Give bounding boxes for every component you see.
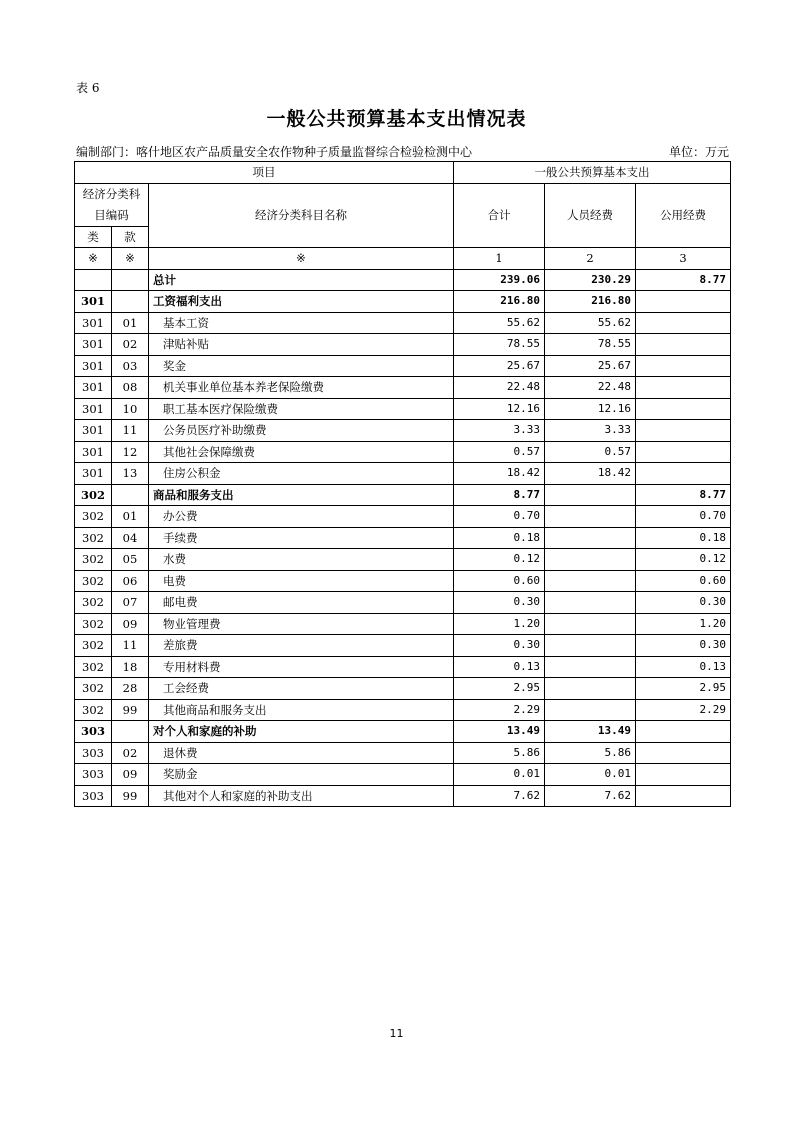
num-public: 3 — [636, 248, 731, 270]
cell-name: 手续费 — [149, 527, 454, 549]
cell-kuan: 18 — [112, 656, 149, 678]
cell-name: 总计 — [149, 269, 454, 291]
cell-public — [636, 721, 731, 743]
cell-total: 55.62 — [454, 312, 545, 334]
cell-public: 8.77 — [636, 269, 731, 291]
cell-lei: 303 — [75, 721, 112, 743]
cell-total: 0.70 — [454, 506, 545, 528]
cell-public — [636, 742, 731, 764]
cell-personnel: 25.67 — [545, 355, 636, 377]
cell-personnel: 22.48 — [545, 377, 636, 399]
cell-personnel: 18.42 — [545, 463, 636, 485]
cell-personnel: 3.33 — [545, 420, 636, 442]
cell-total: 13.49 — [454, 721, 545, 743]
cell-personnel — [545, 484, 636, 506]
table-row — [75, 312, 731, 334]
cell-personnel — [545, 570, 636, 592]
cell-kuan: 10 — [112, 398, 149, 420]
cell-name: 办公费 — [149, 506, 454, 528]
cell-kuan: 11 — [112, 420, 149, 442]
cell-personnel: 7.62 — [545, 785, 636, 807]
cell-name: 公务员医疗补助缴费 — [149, 420, 454, 442]
cell-personnel — [545, 613, 636, 635]
cell-kuan: 99 — [112, 785, 149, 807]
header-row-4 — [75, 248, 731, 270]
cell-public — [636, 377, 731, 399]
cell-total: 0.01 — [454, 764, 545, 786]
cell-kuan — [112, 269, 149, 291]
page-number: 11 — [389, 1027, 404, 1040]
cell-public: 0.12 — [636, 549, 731, 571]
cell-name: 差旅费 — [149, 635, 454, 657]
cell-name: 对个人和家庭的补助 — [149, 721, 454, 743]
cell-lei: 302 — [75, 592, 112, 614]
table-row — [75, 570, 731, 592]
cell-total: 0.30 — [454, 635, 545, 657]
cell-personnel: 0.57 — [545, 441, 636, 463]
cell-total: 12.16 — [454, 398, 545, 420]
cell-personnel: 78.55 — [545, 334, 636, 356]
cell-lei: 302 — [75, 506, 112, 528]
cell-personnel: 5.86 — [545, 742, 636, 764]
cell-kuan: 12 — [112, 441, 149, 463]
cell-personnel — [545, 549, 636, 571]
table-row — [75, 355, 731, 377]
cell-total: 0.30 — [454, 592, 545, 614]
cell-personnel: 12.16 — [545, 398, 636, 420]
cell-name: 专用材料费 — [149, 656, 454, 678]
table-row — [75, 549, 731, 571]
header-code-group: 经济分类科目编码 — [75, 183, 149, 226]
table-row — [75, 721, 731, 743]
cell-total: 8.77 — [454, 484, 545, 506]
cell-lei: 303 — [75, 785, 112, 807]
cell-total: 216.80 — [454, 291, 545, 313]
cell-kuan: 01 — [112, 312, 149, 334]
cell-personnel: 230.29 — [545, 269, 636, 291]
header-public: 公用经费 — [636, 183, 731, 248]
cell-kuan: 02 — [112, 334, 149, 356]
table-row — [75, 742, 731, 764]
cell-kuan — [112, 291, 149, 313]
header-item: 项目 — [75, 162, 454, 184]
cell-personnel: 13.49 — [545, 721, 636, 743]
table-row — [75, 764, 731, 786]
cell-name: 电费 — [149, 570, 454, 592]
table-row — [75, 441, 731, 463]
cell-public — [636, 764, 731, 786]
header-total: 合计 — [454, 183, 545, 248]
header-personnel: 人员经费 — [545, 183, 636, 248]
num-total: 1 — [454, 248, 545, 270]
cell-lei: 303 — [75, 742, 112, 764]
cell-name: 奖金 — [149, 355, 454, 377]
table-row — [75, 699, 731, 721]
cell-public: 8.77 — [636, 484, 731, 506]
cell-lei: 302 — [75, 656, 112, 678]
table-row — [75, 785, 731, 807]
mark-kuan: ※ — [112, 248, 149, 270]
cell-public — [636, 785, 731, 807]
cell-public: 0.70 — [636, 506, 731, 528]
cell-personnel — [545, 635, 636, 657]
cell-public — [636, 420, 731, 442]
cell-public — [636, 463, 731, 485]
cell-lei: 302 — [75, 527, 112, 549]
cell-name: 津贴补贴 — [149, 334, 454, 356]
cell-kuan: 03 — [112, 355, 149, 377]
cell-kuan — [112, 721, 149, 743]
table-row — [75, 506, 731, 528]
cell-total: 3.33 — [454, 420, 545, 442]
cell-personnel: 0.01 — [545, 764, 636, 786]
table-row — [75, 527, 731, 549]
cell-lei: 302 — [75, 570, 112, 592]
table-row — [75, 420, 731, 442]
cell-public — [636, 398, 731, 420]
cell-public — [636, 441, 731, 463]
cell-lei: 301 — [75, 355, 112, 377]
cell-name: 奖励金 — [149, 764, 454, 786]
cell-personnel — [545, 527, 636, 549]
cell-lei: 301 — [75, 312, 112, 334]
cell-kuan: 01 — [112, 506, 149, 528]
cell-name: 住房公积金 — [149, 463, 454, 485]
table-row — [75, 291, 731, 313]
cell-name: 邮电费 — [149, 592, 454, 614]
cell-personnel — [545, 592, 636, 614]
cell-public: 0.13 — [636, 656, 731, 678]
budget-table — [74, 161, 731, 807]
cell-kuan: 13 — [112, 463, 149, 485]
cell-public — [636, 291, 731, 313]
cell-name: 退休费 — [149, 742, 454, 764]
cell-kuan: 05 — [112, 549, 149, 571]
cell-personnel — [545, 506, 636, 528]
department-label: 编制部门：喀什地区农产品质量安全农作物种子质量监督综合检验检测中心 — [76, 145, 473, 159]
cell-lei: 301 — [75, 420, 112, 442]
cell-public — [636, 312, 731, 334]
cell-lei: 302 — [75, 699, 112, 721]
table-label: 表 6 — [76, 81, 100, 95]
cell-total: 18.42 — [454, 463, 545, 485]
cell-lei: 302 — [75, 678, 112, 700]
mark-name: ※ — [149, 248, 454, 270]
cell-name: 其他社会保障缴费 — [149, 441, 454, 463]
header-lei: 类 — [75, 226, 112, 248]
cell-total: 78.55 — [454, 334, 545, 356]
table-row — [75, 678, 731, 700]
cell-total: 0.60 — [454, 570, 545, 592]
cell-kuan: 06 — [112, 570, 149, 592]
cell-lei — [75, 269, 112, 291]
cell-lei: 301 — [75, 398, 112, 420]
header-kuan: 款 — [112, 226, 149, 248]
page-title: 一般公共预算基本支出情况表 — [266, 108, 527, 130]
cell-name: 基本工资 — [149, 312, 454, 334]
cell-lei: 301 — [75, 463, 112, 485]
cell-public: 0.60 — [636, 570, 731, 592]
cell-kuan: 02 — [112, 742, 149, 764]
table-row — [75, 463, 731, 485]
cell-lei: 303 — [75, 764, 112, 786]
cell-name: 其他对个人和家庭的补助支出 — [149, 785, 454, 807]
cell-total: 2.95 — [454, 678, 545, 700]
table-row — [75, 592, 731, 614]
cell-kuan: 04 — [112, 527, 149, 549]
cell-kuan: 28 — [112, 678, 149, 700]
cell-public: 2.95 — [636, 678, 731, 700]
cell-kuan: 09 — [112, 764, 149, 786]
cell-lei: 301 — [75, 334, 112, 356]
cell-total: 2.29 — [454, 699, 545, 721]
cell-name: 其他商品和服务支出 — [149, 699, 454, 721]
header-row-1 — [75, 162, 731, 184]
cell-kuan: 08 — [112, 377, 149, 399]
cell-personnel — [545, 699, 636, 721]
header-general-budget: 一般公共预算基本支出 — [454, 162, 731, 184]
table-row — [75, 613, 731, 635]
cell-public: 1.20 — [636, 613, 731, 635]
cell-kuan: 09 — [112, 613, 149, 635]
num-personnel: 2 — [545, 248, 636, 270]
cell-lei: 302 — [75, 549, 112, 571]
table-row — [75, 656, 731, 678]
cell-total: 1.20 — [454, 613, 545, 635]
table-row — [75, 398, 731, 420]
cell-total: 5.86 — [454, 742, 545, 764]
cell-lei: 302 — [75, 613, 112, 635]
cell-personnel — [545, 678, 636, 700]
cell-kuan: 07 — [112, 592, 149, 614]
cell-name: 水费 — [149, 549, 454, 571]
header-row-2 — [75, 183, 731, 226]
cell-name: 工会经费 — [149, 678, 454, 700]
cell-kuan: 11 — [112, 635, 149, 657]
table-row — [75, 635, 731, 657]
cell-total: 0.18 — [454, 527, 545, 549]
cell-lei: 301 — [75, 441, 112, 463]
table-row — [75, 334, 731, 356]
cell-kuan: 99 — [112, 699, 149, 721]
cell-personnel — [545, 656, 636, 678]
mark-lei: ※ — [75, 248, 112, 270]
cell-name: 机关事业单位基本养老保险缴费 — [149, 377, 454, 399]
cell-public — [636, 355, 731, 377]
cell-lei: 302 — [75, 635, 112, 657]
table-row — [75, 269, 731, 291]
cell-public: 2.29 — [636, 699, 731, 721]
cell-total: 239.06 — [454, 269, 545, 291]
cell-kuan — [112, 484, 149, 506]
cell-total: 25.67 — [454, 355, 545, 377]
cell-name: 商品和服务支出 — [149, 484, 454, 506]
cell-lei: 301 — [75, 377, 112, 399]
cell-total: 0.12 — [454, 549, 545, 571]
header-name-col: 经济分类科目名称 — [149, 183, 454, 248]
cell-personnel: 55.62 — [545, 312, 636, 334]
unit-label: 单位：万元 — [668, 145, 729, 159]
cell-public: 0.30 — [636, 635, 731, 657]
cell-total: 0.57 — [454, 441, 545, 463]
cell-name: 物业管理费 — [149, 613, 454, 635]
cell-name: 职工基本医疗保险缴费 — [149, 398, 454, 420]
table-row — [75, 377, 731, 399]
table-row — [75, 484, 731, 506]
cell-lei: 301 — [75, 291, 112, 313]
cell-public — [636, 334, 731, 356]
cell-total: 0.13 — [454, 656, 545, 678]
cell-personnel: 216.80 — [545, 291, 636, 313]
cell-total: 7.62 — [454, 785, 545, 807]
cell-public: 0.18 — [636, 527, 731, 549]
cell-total: 22.48 — [454, 377, 545, 399]
cell-public: 0.30 — [636, 592, 731, 614]
cell-lei: 302 — [75, 484, 112, 506]
cell-name: 工资福利支出 — [149, 291, 454, 313]
